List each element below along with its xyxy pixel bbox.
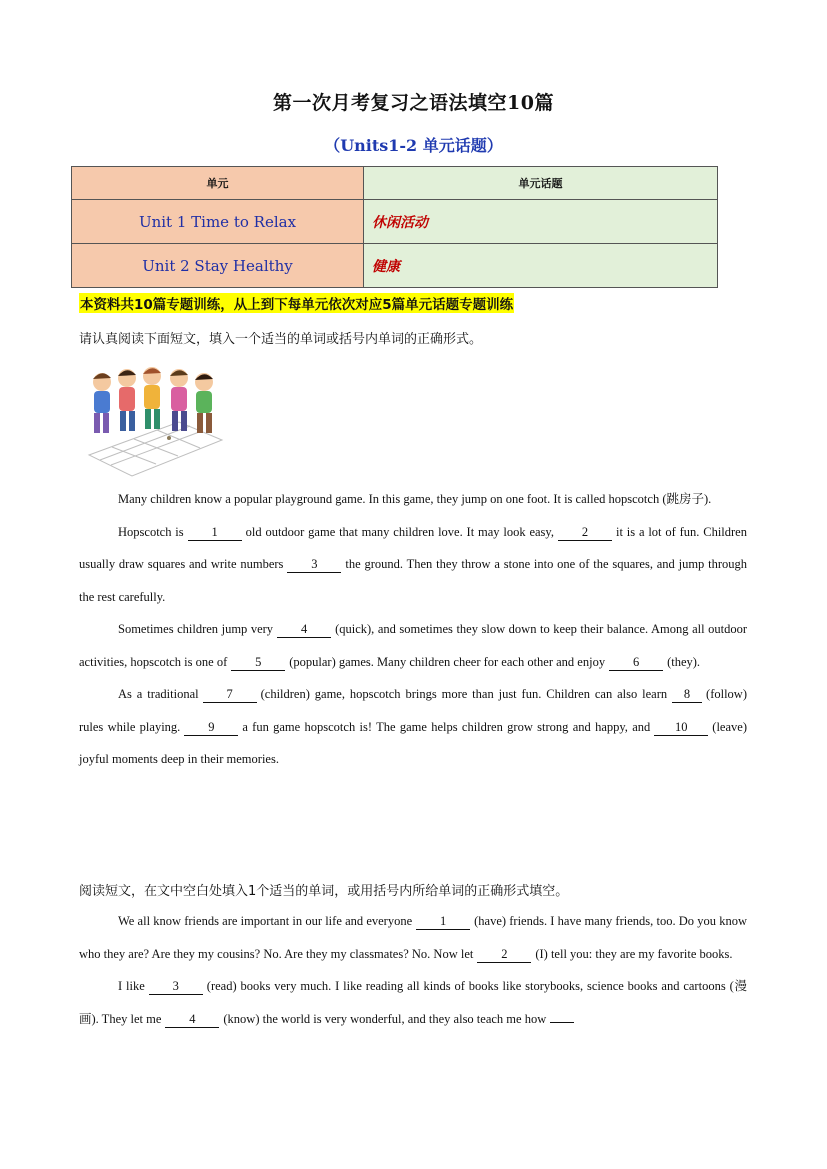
blank-10[interactable]: 10 (654, 719, 708, 736)
paragraph (79, 613, 747, 678)
paragraph-text: (follow) rules while playing. (79, 687, 747, 734)
page-title: 第一次月考复习之语法填空10篇 (273, 92, 554, 114)
instruction-1: 请认真阅读下面短文，填入一个适当的单词或括号内单词的正确形式。 (79, 332, 483, 347)
paragraph-text: (children) game, hopscotch brings more than just fun. Children can also learn (260, 687, 668, 701)
table-row (72, 200, 718, 244)
table-cell-topic: 休闲活动 (364, 200, 718, 244)
paragraph-text: (know) the world is very wonderful, and they also teach me how (223, 1011, 547, 1026)
blank-9[interactable]: 9 (184, 719, 238, 736)
paragraph-text: Sometimes children jump very (118, 622, 274, 636)
paragraph-text: (they). (667, 654, 701, 669)
passage-1 (79, 483, 747, 776)
instruction-2: 阅读短文，在文中空白处填入1个适当的单词，或用括号内所给单词的正确形式填空。 (79, 884, 569, 899)
table-header-topic: 单元话题 (364, 167, 718, 200)
passage-2 (79, 905, 747, 1035)
paragraph-text: Hopscotch is (118, 524, 184, 539)
paragraph-text: the ground. Then they throw a stone into one of the squares, and jump through the rest carefully. (79, 557, 747, 604)
paragraph-text: (I) tell you: they are my favorite books. (535, 946, 733, 961)
blank-7[interactable]: 7 (203, 686, 257, 703)
blank-5[interactable]: 5 (231, 654, 285, 671)
table-cell-topic: 健康 (364, 244, 718, 288)
blank-4[interactable]: 4 (277, 621, 331, 638)
paragraph-text: Many children know a popular playground game. In this game, they jump on one foot. It is called hopscotch (跳房子). (118, 492, 712, 506)
paragraph (79, 970, 747, 1035)
table-cell-unit: Unit 2 Stay Healthy (72, 244, 364, 288)
blank-3[interactable]: 3 (287, 556, 341, 573)
blank-1[interactable]: 1 (416, 913, 470, 930)
paragraph (79, 678, 747, 776)
paragraph-text: (leave) joyful moments deep in their memories. (79, 719, 747, 766)
paragraph-text: I like (118, 979, 145, 993)
blank-2[interactable]: 2 (477, 946, 531, 963)
table-header-unit: 单元 (72, 167, 364, 200)
blank-8[interactable]: 8 (672, 686, 702, 703)
paragraph (79, 905, 747, 970)
blank-1[interactable]: 1 (188, 524, 242, 541)
page-subtitle: （Units1-2 单元话题） (324, 136, 503, 155)
paragraph-text: (have) friends. I have many friends, too. Do you know who they are? Are they my cousins? No. Are they my classmates? No. Now let (79, 914, 747, 961)
blank-2[interactable]: 2 (558, 524, 612, 541)
blank-6[interactable]: 6 (609, 654, 663, 671)
blank-3[interactable]: 3 (149, 978, 203, 995)
table-row (72, 244, 718, 288)
paragraph-text: As a traditional (118, 687, 199, 701)
paragraph-text: a fun game hopscotch is! The game helps children grow strong and happy, and (242, 719, 651, 734)
blank-4[interactable]: 4 (165, 1011, 219, 1028)
paragraph (79, 483, 747, 516)
blank-5[interactable] (550, 1022, 574, 1023)
resource-note: 本资料共10篇专题训练，从上到下每单元依次对应5篇单元话题专题训练 (79, 293, 514, 313)
paragraph-text: (read) books very much. I like reading all kinds of books like storybooks, science books and cartoons (漫画). They let me (79, 979, 747, 1026)
paragraph-text: We all know friends are important in our life and everyone (118, 914, 413, 928)
paragraph-text: it is a lot of fun. Children usually draw squares and write numbers (79, 524, 747, 571)
unit-topic-table (71, 166, 718, 288)
paragraph-text: (quick), and sometimes they slow down to keep their balance. Among all outdoor activities, hopscotch is one of (79, 622, 747, 669)
paragraph-text: (popular) games. Many children cheer for each other and enjoy (289, 654, 606, 669)
children-playing-illustration (84, 360, 224, 478)
paragraph-text: old outdoor game that many children love. It may look easy, (245, 524, 554, 539)
table-cell-unit: Unit 1 Time to Relax (72, 200, 364, 244)
paragraph (79, 516, 747, 614)
